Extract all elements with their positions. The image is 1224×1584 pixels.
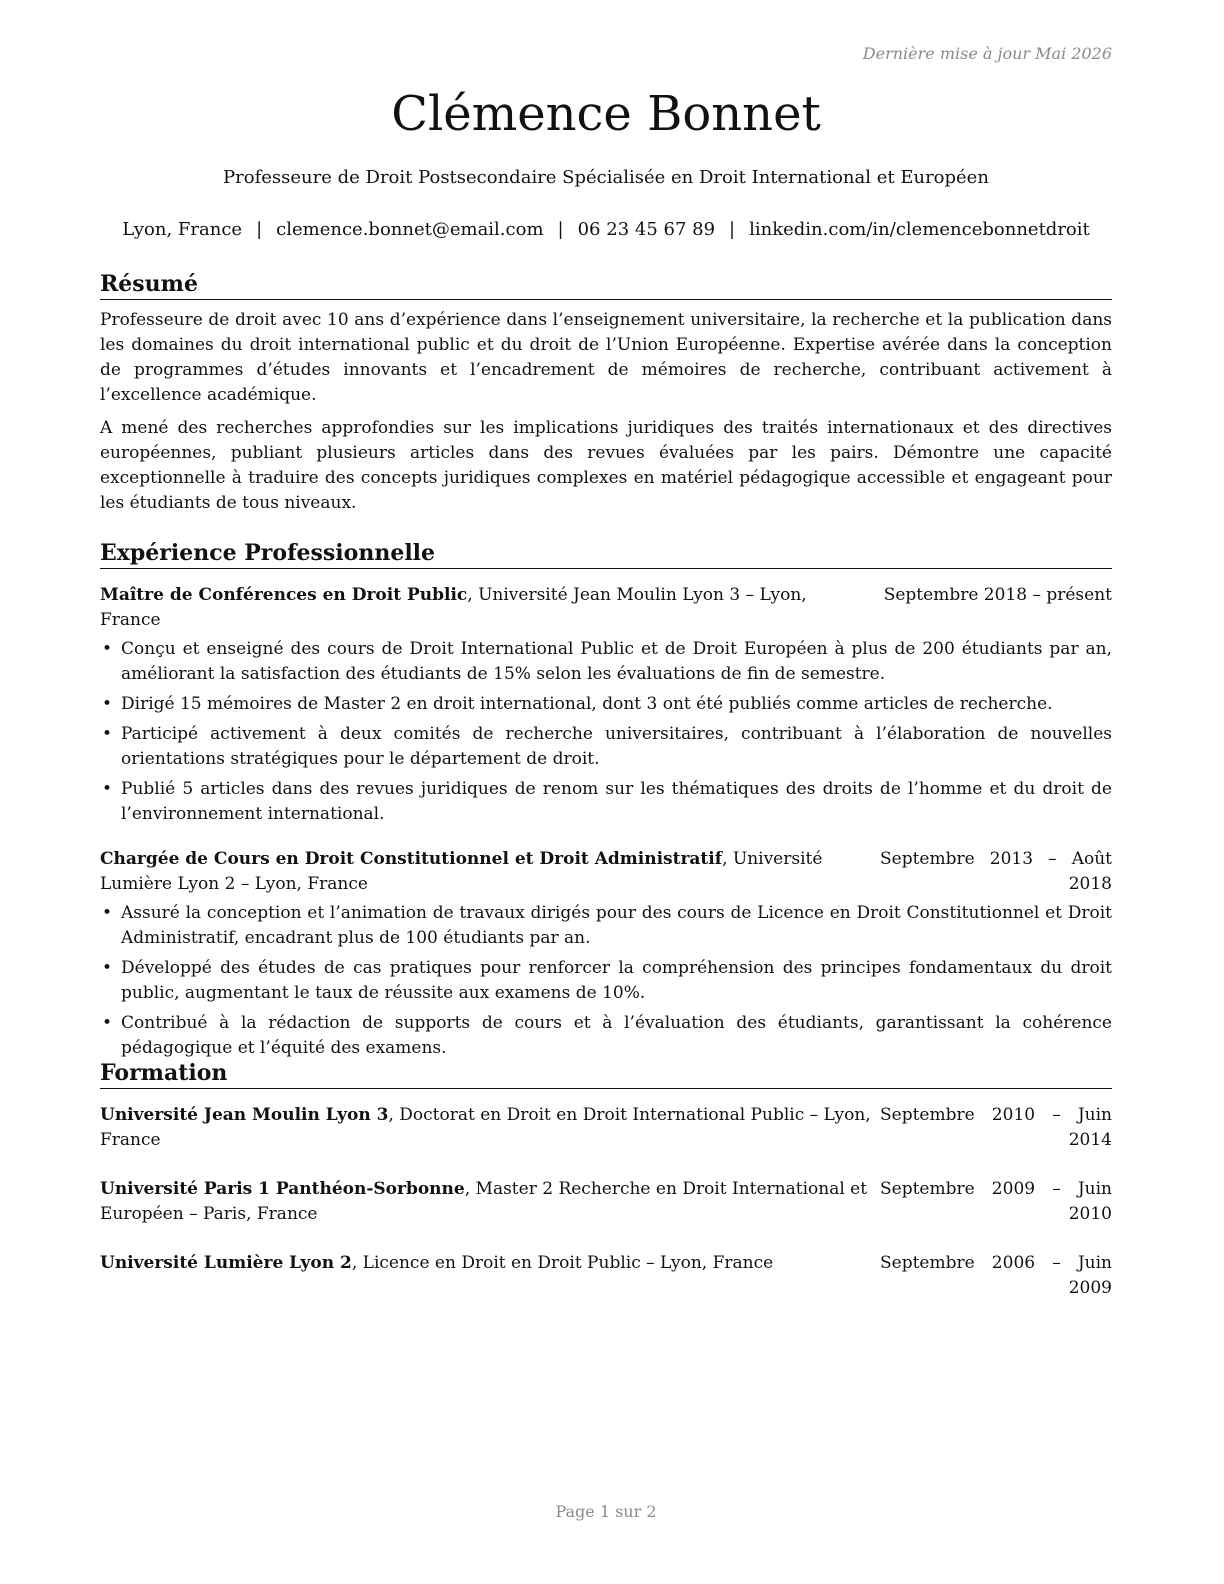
education-dates: Septembre 2010 – Juin 2014 [880,1105,1112,1150]
job-bullets [100,637,1112,827]
education-detail: , Licence en Droit en Droit Public – Lyon, France [351,1253,774,1273]
job-org: , Université Lumière Lyon 2 – Lyon, France [100,849,823,894]
job-entry [100,847,1112,1061]
section-title: Expérience Professionnelle [100,540,1112,569]
education-dates: Septembre 2006 – Juin 2009 [880,1253,1112,1298]
list-item: • Conçu et enseigné des cours de Droit International Public et de Droit Européen à plus de 200 étudiants par an, améliorant la satisfaction des étudiants de 15% selon les évaluations de fin de semestre. [100,637,1112,687]
list-item: • Contribué à la rédaction de supports de cours et à l’évaluation des étudiants, garantissant la cohérence pédagogique et l’équité des examens. [100,1011,1112,1061]
summary-section [100,271,1112,516]
education-school: Université Lumière Lyon 2 [100,1253,352,1273]
job-role: Chargée de Cours en Droit Constitutionnel et Droit Administratif [100,849,723,869]
separator: | [256,219,263,240]
experience-section [100,540,1112,1066]
job-header [100,583,1112,633]
contact-location: Lyon, France [122,219,243,240]
job-role: Maître de Conférences en Droit Public [100,585,468,605]
job-bullets [100,901,1112,1061]
education-detail: , Master 2 Recherche en Droit International et Européen – Paris, France [100,1179,868,1224]
list-item: • Dirigé 15 mémoires de Master 2 en droit international, dont 3 ont été publiés comme articles de recherche. [100,692,1112,717]
section-title: Résumé [100,271,1112,300]
summary-paragraph: Professeure de droit avec 10 ans d’expérience dans l’enseignement universitaire, la recherche et la publication dans les domaines du droit international public et du droit de l’Union Européenne. Expertise avérée dans la conception de programmes d’études innovants et l’encadrement de mémoires de recherche, contribuant activement à l’excellence académique. [100,310,1112,405]
job-org: , Université Jean Moulin Lyon 3 – Lyon, France [100,585,807,630]
headline: Professeure de Droit Postsecondaire Spécialisée en Droit International et Européen [223,167,989,188]
section-title: Formation [100,1060,1112,1089]
candidate-name: Clémence Bonnet [391,86,821,142]
education-dates: Septembre 2009 – Juin 2010 [880,1179,1112,1224]
education-line [100,1103,874,1153]
education-entry [100,1103,1112,1153]
education-school: Université Jean Moulin Lyon 3 [100,1105,389,1125]
list-item: • Développé des études de cas pratiques pour renforcer la compréhension des principes fondamentaux du droit public, augmentant le taux de réussite aux examens de 10%. [100,956,1112,1006]
job-title-line [100,583,854,633]
job-dates: Septembre 2018 – présent [883,585,1112,605]
job-header [100,847,1112,897]
last-updated: Dernière mise à jour Mai 2026 [862,44,1112,63]
education-section [100,1060,1112,1301]
separator: | [557,219,564,240]
job-title-line [100,847,874,897]
contact-email[interactable]: clemence.bonnet@email.com [276,219,544,240]
list-item: • Publié 5 articles dans des revues juridiques de renom sur les thématiques des droits de l’homme et du droit de l’environnement international. [100,777,1112,827]
education-line [100,1177,874,1227]
list-item: • Participé activement à deux comités de recherche universitaires, contribuant à l’élaboration de nouvelles orientations stratégiques pour le département de droit. [100,722,1112,772]
education-entry [100,1251,1112,1301]
education-entry [100,1177,1112,1227]
contact-line [100,219,1112,240]
job-dates: Septembre 2013 – Août 2018 [880,849,1112,894]
education-school: Université Paris 1 Panthéon-Sorbonne [100,1179,465,1199]
contact-phone[interactable]: 06 23 45 67 89 [577,219,716,240]
education-line [100,1251,874,1301]
job-entry [100,583,1112,827]
education-detail: , Doctorat en Droit en Droit International Public – Lyon, France [100,1105,871,1150]
contact-linkedin[interactable]: linkedin.com/in/clemencebonnetdroit [749,219,1090,240]
resume-page [100,0,1112,1584]
separator: | [729,219,736,240]
summary-paragraph: A mené des recherches approfondies sur les implications juridiques des traités internationaux et des directives européennes, publiant plusieurs articles dans des revues évaluées par les pairs. Démontre une capacité exceptionnelle à traduire des concepts juridiques complexes en matériel pédagogique accessible et engageant pour les étudiants de tous niveaux. [100,418,1112,513]
page-number: Page 1 sur 2 [555,1502,657,1521]
list-item: • Assuré la conception et l’animation de travaux dirigés pour des cours de Licence en Droit Constitutionnel et Droit Administratif, encadrant plus de 100 étudiants par an. [100,901,1112,951]
